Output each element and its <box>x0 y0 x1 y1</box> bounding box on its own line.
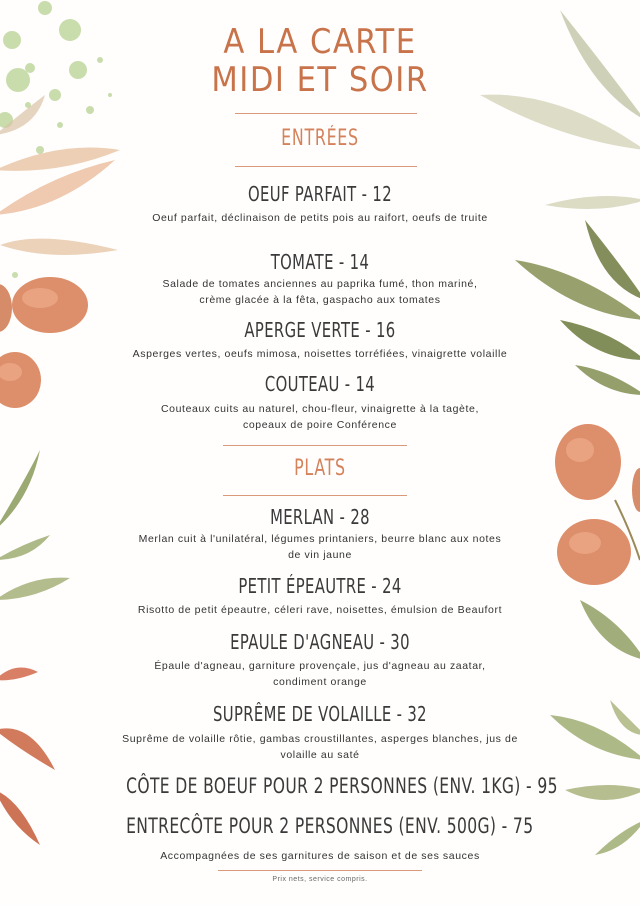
dish-description: Salade de tomates anciennes au paprika fumé, thon mariné, crème glacée à la fêta, gaspacho aux tomates <box>162 278 478 306</box>
olive-icon <box>555 424 640 585</box>
divider <box>235 113 417 114</box>
dish-description: Risotto de petit épeautre, céleri rave, noisettes, émulsion de Beaufort <box>137 604 503 616</box>
price-footnote: Prix nets, service compris. <box>272 876 368 883</box>
dish-description: Suprême de volaille rôtie, gambas croustillantes, asperges blanches, jus de volaille au saté <box>122 733 518 761</box>
dish-name: OEUF PARFAIT - 12 <box>248 182 392 206</box>
dish-name: PETIT ÉPEAUTRE - 24 <box>238 574 402 598</box>
dish-name: ENTRECÔTE POUR 2 PERSONNES (ENV. 500G) - 75 <box>126 814 534 838</box>
dish-name: APERGE VERTE - 16 <box>244 318 396 342</box>
menu-title-line2: MIDI ET SOIR <box>211 60 429 100</box>
divider <box>218 870 422 871</box>
dish-description: Asperges vertes, oeufs mimosa, noisettes torréfiées, vinaigrette volaille <box>132 348 508 360</box>
leaf-branch-icon <box>0 95 120 255</box>
section-title-plats: PLATS <box>294 456 346 481</box>
section-title-entrees: ENTRÉES <box>281 126 359 151</box>
divider <box>223 495 407 496</box>
dish-description: Couteaux cuits au naturel, chou-fleur, vinaigrette à la tagète, copeaux de poire Conférence <box>161 403 479 431</box>
dish-name: SUPRÊME DE VOLAILLE - 32 <box>213 702 427 726</box>
divider <box>235 166 417 167</box>
olive-icon <box>0 277 88 408</box>
divider <box>223 445 407 446</box>
dish-name: CÔTE DE BOEUF POUR 2 PERSONNES (ENV. 1KG) - 95 <box>126 774 558 798</box>
leaf-branch-icon <box>550 600 640 855</box>
menu-title-line1: A LA CARTE <box>223 22 417 62</box>
paint-splatter-icon <box>0 1 112 278</box>
dish-name: EPAULE D'AGNEAU - 30 <box>230 630 410 654</box>
accompaniment-note: Accompagnées de ses garnitures de saison et de ses sauces <box>160 850 480 862</box>
dish-description: Merlan cuit à l'unilatéral, légumes printaniers, beurre blanc aux notes de vin jaune <box>138 533 502 561</box>
dish-description: Épaule d'agneau, garniture provençale, jus d'agneau au zaatar, condiment orange <box>154 660 486 688</box>
dish-description: Oeuf parfait, déclinaison de petits pois au raifort, oeufs de truite <box>152 212 488 224</box>
leaf-branch-icon <box>0 450 70 845</box>
dish-name: MERLAN - 28 <box>270 505 370 529</box>
dish-name: COUTEAU - 14 <box>264 372 376 396</box>
dish-name: TOMATE - 14 <box>270 250 370 274</box>
